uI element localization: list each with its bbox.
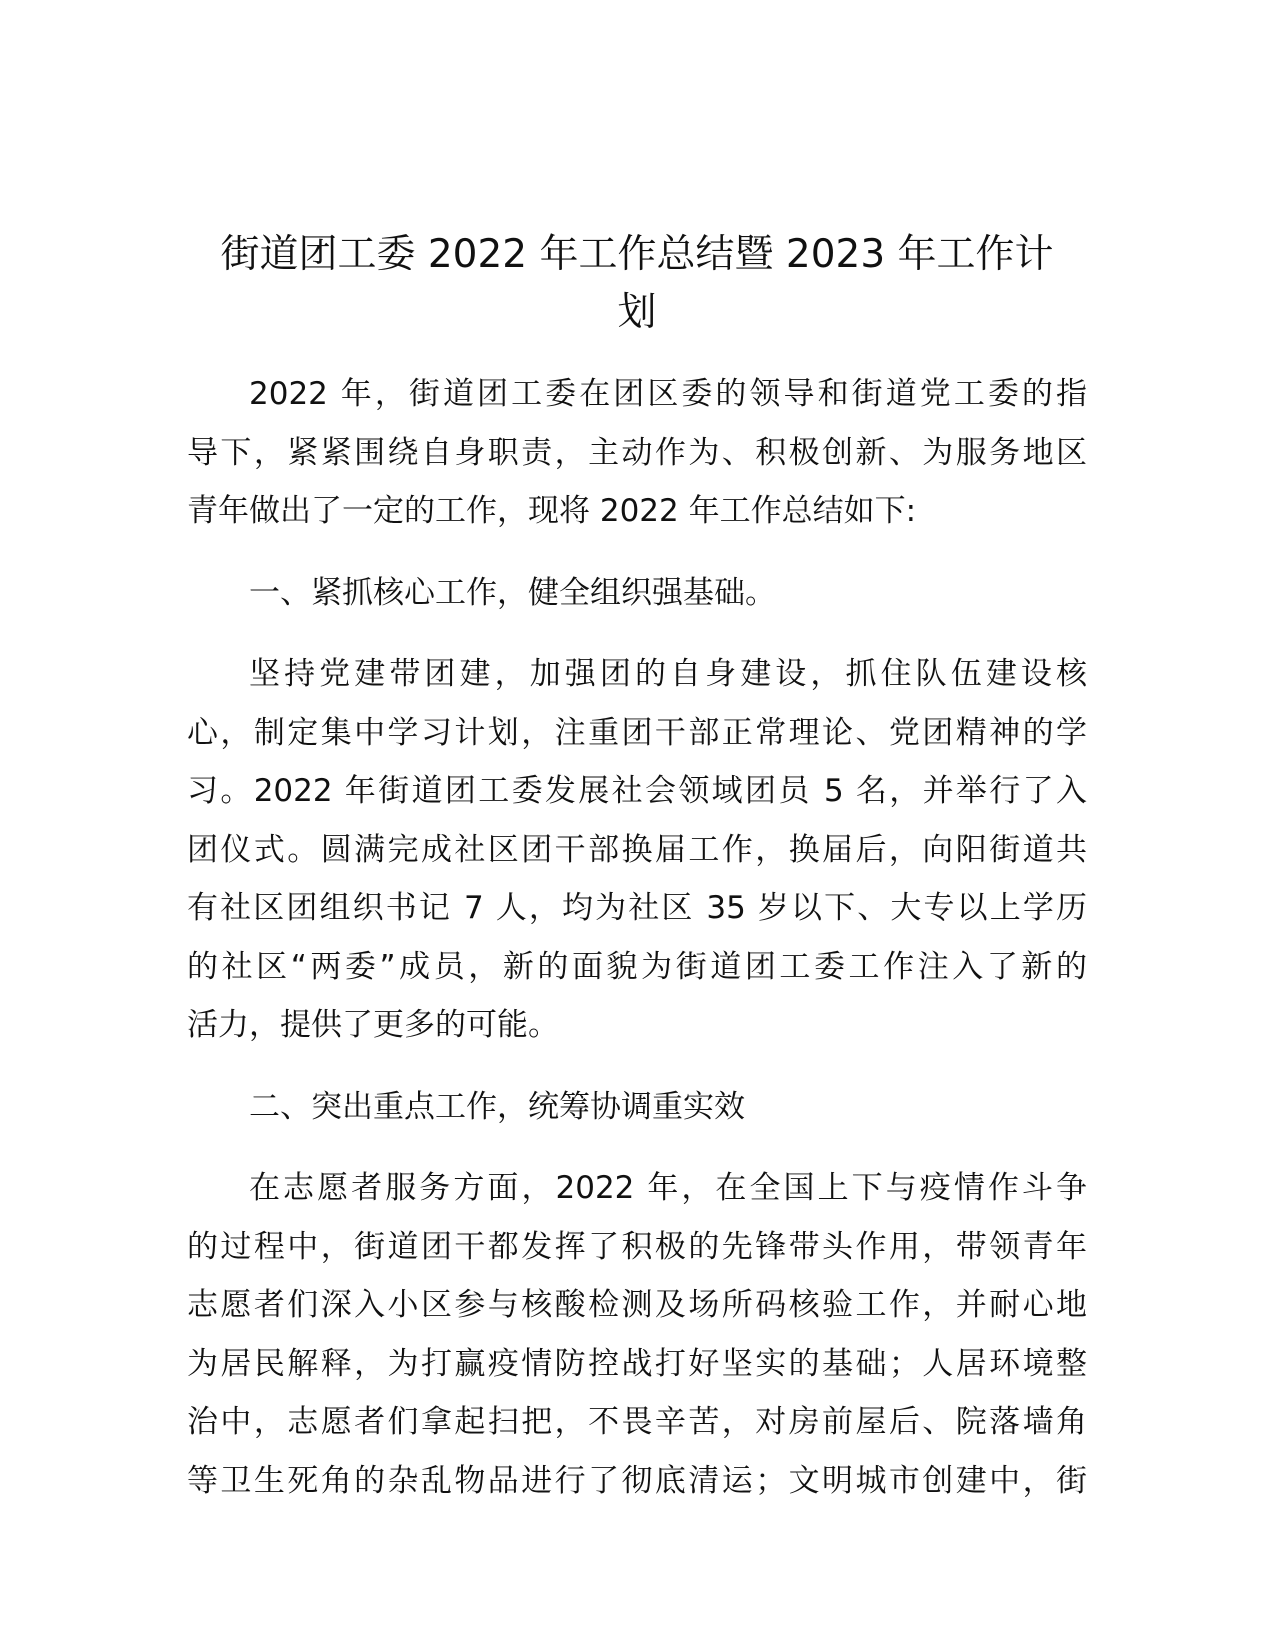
title-line: 街道团工委 2022 年工作总结暨 2023 年工作计 [220,232,1054,277]
text-line: 为居民解释，为打赢疫情防控战打好坚实的基础；人居环境整 [187,1345,1087,1382]
document-title [187,226,1087,342]
text-line: 导下，紧紧围绕自身职责，主动作为、积极创新、为服务地区 [187,434,1087,471]
section1-paragraph [187,645,1087,1055]
section-heading-2: 二、突出重点工作，统筹协调重实效 [249,1088,745,1125]
text-line: 志愿者们深入小区参与核酸检测及场所码核验工作，并耐心地 [187,1287,1087,1323]
text-line: 心，制定集中学习计划，注重团干部正常理论、党团精神的学 [187,714,1087,751]
text-line: 的过程中，街道团干都发挥了积极的先锋带头作用，带领青年 [187,1228,1087,1265]
section-heading-1: 一、紧抓核心工作，健全组织强基础。 [249,574,776,611]
document-body [187,226,1087,1510]
text-line: 等卫生死角的杂乱物品进行了彻底清运；文明城市创建中，街 [187,1462,1087,1499]
text-line: 在志愿者服务方面，2022 年，在全国上下与疫情作斗争 [249,1170,1087,1206]
text-line: 活力，提供了更多的可能。 [187,1007,559,1043]
text-line: 团仪式。圆满完成社区团干部换届工作，换届后，向阳街道共 [187,831,1087,868]
intro-paragraph [187,365,1087,541]
text-line: 2022 年，街道团工委在团区委的领导和街道党工委的指 [249,376,1087,412]
section2-paragraph [187,1159,1087,1510]
text-line: 治中，志愿者们拿起扫把，不畏辛苦，对房前屋后、院落墙角 [187,1404,1087,1440]
text-line: 的社区“两委”成员，新的面貌为街道团工委工作注入了新的 [187,948,1087,985]
text-line: 习。2022 年街道团工委发展社会领域团员 5 名，并举行了入 [187,773,1087,809]
title-line: 划 [617,290,657,335]
text-line: 青年做出了一定的工作，现将 2022 年工作总结如下: [187,493,917,529]
text-line: 有社区团组织书记 7 人，均为社区 35 岁以下、大专以上学历 [187,890,1087,926]
text-line: 坚持党建带团建，加强团的自身建设，抓住队伍建设核 [249,656,1087,692]
